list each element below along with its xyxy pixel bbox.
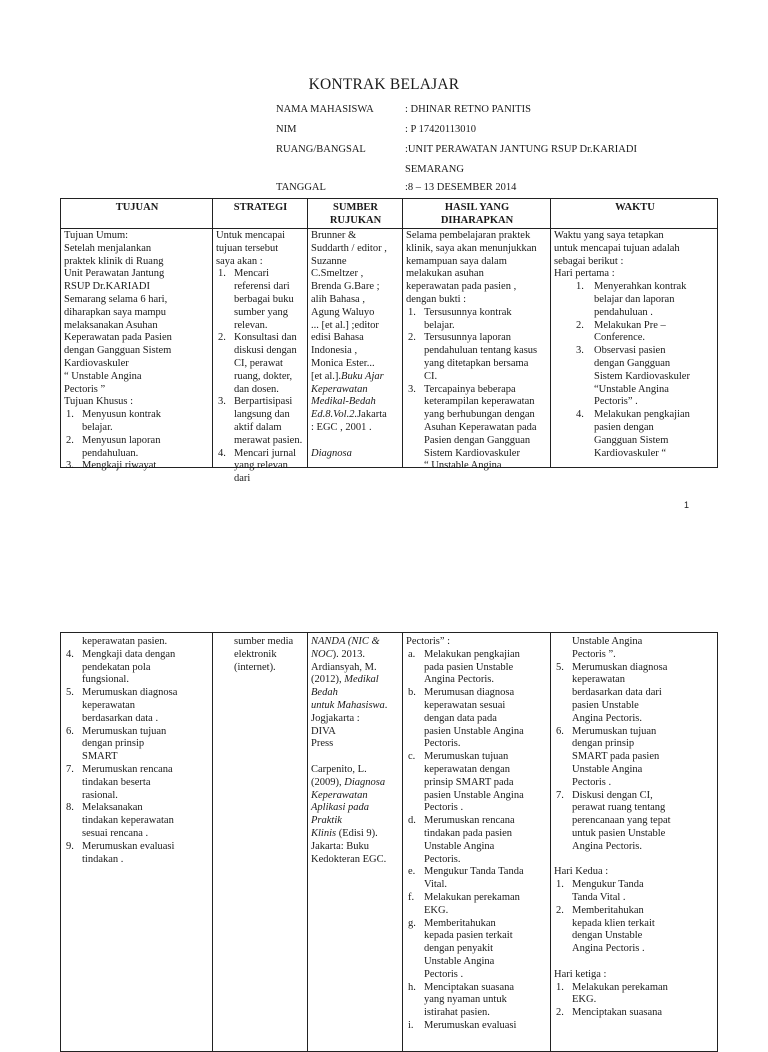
list-item-text: Merumuskan tujuan keperawatan dengan prinsip SMART pada pasien Unstable Angina Pectoris . [424, 751, 524, 814]
list-marker: b. [408, 687, 416, 699]
list-item-text: Memberitahukan kepada klien terkait dengan Unstable Angina Pectoris . [572, 904, 655, 955]
list-item [64, 802, 210, 840]
list-item [554, 636, 716, 662]
header-divider [61, 228, 717, 229]
italic-reference-text: NANDA (NIC & NOC [311, 636, 380, 660]
list-item-text: Menciptakan suasana [572, 1007, 663, 1019]
text: Brunner & Suddarth / editor , Suzanne C.Smeltzer , Brenda G.Bare ; alih Bahasa , Agung Waluyo ... [et al.] ;editor edisi Bahasa Indonesia , Monica Ester... [et al.]. [311, 230, 387, 382]
list-item-text: Tersusunnya laporan pendahuluan tentang kasus yang ditetapkan bersama CI. [424, 332, 538, 382]
page-number: 1 [684, 500, 690, 510]
list-marker: 1. [556, 879, 564, 891]
list-item-text: Mengkaji riwayat [82, 460, 157, 472]
list-item [64, 460, 210, 473]
list-item [406, 751, 548, 815]
list-item-text: Merumuskan diagnosa keperawatan berdasarkan data . [82, 687, 178, 724]
list-item-text: Tersusunnya kontrak belajar. [424, 306, 512, 331]
info-value: :UNIT PERAWATAN JANTUNG RSUP Dr.KARIADI [405, 144, 637, 155]
list-item-text: Unstable Angina Pectoris ”. [572, 636, 643, 660]
list-item [554, 879, 716, 905]
text-block [406, 636, 548, 649]
list-item-text: Menciptakan suasana yang nyaman untuk istirahat pasien. [424, 981, 515, 1019]
contract-table-page-2 [60, 632, 718, 1052]
text-block [554, 956, 716, 982]
cell-waktu [554, 230, 716, 460]
cell-strategi [216, 230, 305, 486]
list-item-text: Mengukur Tanda Tanda Vital . [572, 879, 644, 903]
list-item-text: Merumuskan tujuan dengan prinsip SMART [82, 725, 167, 763]
list-item-text: Merumuskan diagnosa keperawatan berdasarkan data dari pasien Unstable Angina Pectoris. [572, 661, 668, 724]
cell-tujuan [64, 230, 210, 473]
list-item-text: Mengkaji data dengan pendekatan pola fungsional. [82, 648, 176, 686]
list-item [554, 320, 716, 346]
list-marker: 5. [556, 661, 564, 673]
cell-hasil-yang-diharapkan [406, 230, 548, 473]
list-item-text: Konsultasi dan diskusi dengan CI, perawat ruang, dokter, dan dosen. [234, 332, 297, 395]
column-divider [212, 633, 213, 1051]
text: Hari ketiga : [554, 968, 607, 980]
info-label: NIM [276, 124, 297, 135]
column-divider [550, 633, 551, 1051]
text-block [216, 230, 305, 268]
list-item [554, 905, 716, 956]
list-marker: d. [408, 815, 416, 827]
list-item-text: Merumuskan rencana tindakan beserta rasional. [82, 763, 173, 801]
text-block [406, 230, 548, 307]
document-title: KONTRAK BELAJAR [308, 76, 460, 93]
list-marker: 2. [576, 319, 584, 331]
list-item-text: Diskusi dengan CI, perawat ruang tentang perencanaan yang tepat untuk pasien Unstable Angina Pectoris. [572, 789, 671, 852]
list-marker: f. [408, 891, 415, 903]
list-item [64, 435, 210, 461]
column-header-sumber-rujukan: SUMBER RUJUKAN [329, 202, 382, 226]
list-item [64, 409, 210, 435]
list-item [64, 764, 210, 802]
list-marker: 3. [576, 345, 584, 357]
italic-reference-text: Diagnosa [311, 447, 352, 459]
info-value: :8 – 13 DESEMBER 2014 [405, 182, 517, 193]
list-item [406, 892, 548, 918]
list-item-text: Mengukur Tanda Tanda Vital. [424, 866, 524, 891]
info-value: : DHINAR RETNO PANITIS [405, 104, 531, 115]
list-marker: e. [408, 866, 416, 878]
list-item-text: Merumuskan rencana tindakan pada pasien Unstable Angina Pectoris. [424, 815, 515, 865]
list-item-text: Melakukan Pre – Conference. [594, 319, 666, 344]
list-item-text: Melakukan pengkajian pada pasien Unstable Angina Pectoris. [424, 648, 520, 686]
list-item [554, 1007, 716, 1020]
list-marker: a. [408, 648, 416, 660]
contract-table-page-1 [60, 198, 718, 485]
list-marker: g. [408, 917, 416, 929]
column-divider [402, 199, 403, 467]
list-item-text: Menyusun laporan pendahuluan. [82, 434, 161, 459]
list-marker: 2. [556, 904, 564, 916]
italic-reference-text: Medikal Bedah untuk Mahasiswa [311, 674, 385, 711]
info-label: TANGGAL [276, 182, 326, 193]
list-marker: 5. [66, 687, 74, 699]
list-marker: 2. [408, 332, 416, 344]
list-item-text: Merumusan diagnosa keperawatan sesuai dengan data pada pasien Unstable Angina Pectoris. [424, 687, 524, 750]
text: Untuk mencapai tujuan tersebut saya akan : [216, 230, 286, 267]
column-divider [402, 633, 403, 1051]
list-item [406, 649, 548, 687]
text-block [554, 230, 716, 281]
list-item [64, 636, 210, 649]
list-item-text: Melakukan pengkajian pasien dengan Gangguan Sistem Kardiovaskuler “ [594, 409, 690, 459]
list-marker: 3. [218, 396, 226, 408]
list-item [406, 815, 548, 866]
list-marker: 4. [218, 447, 226, 459]
list-item-text: Melakukan perekaman EKG. [424, 891, 520, 916]
list-item [216, 636, 305, 674]
list-marker: i. [408, 1019, 414, 1031]
column-header-waktu: WAKTU [615, 202, 655, 213]
column-header-hasil-yang-diharapkan: HASIL YANG DIHARAPKAN [440, 202, 514, 226]
list-marker: 8. [66, 802, 74, 814]
list-marker: 4. [66, 648, 74, 660]
list-item-text: Merumuskan evaluasi [424, 1019, 517, 1031]
column-divider [550, 199, 551, 467]
list-item [216, 268, 305, 332]
list-item [406, 866, 548, 892]
list-item [554, 345, 716, 409]
list-marker: 2. [218, 332, 226, 344]
list-marker: h. [408, 981, 416, 993]
text: Pectoris” : [406, 636, 451, 647]
list-item-text: keperawatan pasien. [82, 636, 168, 647]
list-item [64, 841, 210, 867]
list-item [216, 396, 305, 447]
column-divider [307, 199, 308, 467]
text-block [554, 854, 716, 880]
list-marker: 1. [556, 981, 564, 993]
list-item-text: Mencari referensi dari berbagai buku sumber yang relevan. [234, 268, 294, 331]
list-marker: 3. [66, 460, 74, 472]
list-item [64, 726, 210, 764]
list-item-text: sumber media elektronik (internet). [234, 636, 294, 673]
list-marker: 7. [556, 789, 564, 801]
text-block [311, 230, 400, 460]
text-block [311, 636, 400, 866]
list-item [554, 281, 716, 319]
column-header-strategi: STRATEGI [233, 202, 288, 213]
text: (Edisi 9). Jakarta: Buku Kedokteran EGC. [311, 827, 387, 865]
list-item-text: Merumuskan evaluasi tindakan . [82, 840, 175, 865]
info-label: RUANG/BANGSAL [276, 144, 366, 155]
cell-strategi [216, 636, 305, 674]
list-item-text: Memberitahukan kepada pasien terkait dengan penyakit Unstable Angina Pectoris . [424, 917, 513, 980]
text: Selama pembelajaran praktek klinik, saya akan menunjukkan kemampuan saya dalam melakukan asuhan keperawatan pada pasien , dengan bukti : [406, 230, 537, 305]
text: . Jogjakarta : DIVA Press Carpenito, L. (2009), [311, 699, 388, 788]
list-item [216, 332, 305, 396]
text: Waktu yang saya tetapkan untuk mencapai tujuan adalah sebagai berikut : Hari pertama : [554, 230, 680, 280]
text: Hari Kedua : [554, 866, 609, 878]
list-item-text: Mencari jurnal yang relevan dari [234, 447, 297, 485]
info-value: SEMARANG [405, 164, 464, 175]
list-item [554, 982, 716, 1008]
list-item [554, 662, 716, 726]
list-item-text: Melaksanakan tindakan keperawatan sesuai rencana . [82, 802, 174, 839]
list-item-text: Berpartisipasi langsung dan aktif dalam merawat pasien. [234, 396, 303, 446]
list-item [406, 307, 548, 333]
list-item-text: Menyerahkan kontrak belajar dan laporan pendahuluan . [594, 281, 687, 318]
list-marker: 2. [556, 1007, 564, 1019]
list-marker: 7. [66, 763, 74, 775]
text-block [64, 230, 210, 409]
list-marker: 4. [576, 409, 584, 421]
list-item-text: Merumuskan tujuan dengan prinsip SMART pada pasien Unstable Angina Pectoris . [572, 725, 660, 788]
text: Tujuan Umum: Setelah menjalankan praktek klinik di Ruang Unit Perawatan Jantung RSUP Dr.KARIADI Semarang selama 6 hari, diharapkan saya mampu melaksanakan Asuhan Keperawatan pada Pasien dengan Gangguan Sistem Kardiovaskuler “ Unstable Angina Pectoris ” Tujuan Khusus : [64, 230, 172, 408]
cell-sumber-rujukan [311, 230, 400, 460]
list-item [406, 384, 548, 474]
text: Jakarta : EGC , 2001 . [311, 409, 387, 433]
list-marker: 9. [66, 840, 74, 852]
list-marker: 3. [408, 383, 416, 395]
list-item-text: Menyusun kontrak belajar. [82, 409, 162, 433]
list-item-text: Observasi pasien dengan Gangguan Sistem Kardiovaskuler “Unstable Angina Pectoris” . [594, 345, 690, 408]
list-item-text: Melakukan perekaman EKG. [572, 981, 668, 1006]
list-marker: 6. [66, 725, 74, 737]
list-marker: 2. [66, 434, 74, 446]
list-item [554, 790, 716, 854]
italic-reference-text: Buku Ajar Keperawatan Medikal-Bedah Ed.8.Vol.2. [311, 370, 384, 421]
list-marker: c. [408, 751, 416, 763]
list-item [406, 332, 548, 383]
cell-tujuan [64, 636, 210, 866]
list-marker: 1. [576, 281, 584, 293]
cell-hasil-yang-diharapkan [406, 636, 548, 1033]
column-divider [307, 633, 308, 1051]
list-marker: 1. [408, 306, 416, 318]
cell-waktu [554, 636, 716, 1020]
list-item [216, 448, 305, 486]
list-marker: 6. [556, 725, 564, 737]
column-divider [212, 199, 213, 467]
list-item [406, 1020, 548, 1033]
list-item [406, 918, 548, 982]
list-item [64, 687, 210, 725]
list-marker: 1. [218, 268, 226, 280]
list-item [406, 982, 548, 1020]
list-item [554, 409, 716, 460]
italic-reference-text: Diagnosa Keperawatan Aplikasi pada Praktik Klinis [311, 776, 386, 839]
text: ). 2013. Ardiansyah, M. (2012), [311, 648, 377, 686]
info-label: NAMA MAHASISWA [276, 104, 374, 115]
list-item [406, 687, 548, 751]
list-item [64, 649, 210, 687]
cell-sumber-rujukan [311, 636, 400, 866]
list-item [554, 726, 716, 790]
column-header-tujuan: TUJUAN [115, 202, 159, 213]
list-marker: 1. [66, 409, 74, 421]
list-item-text: Tercapainya beberapa keterampilan keperawatan yang berhubungan dengan Asuhan Keperawatan pada Pasien dengan Gangguan Sistem Kardiovaskuler “ Unstable Angina [424, 383, 537, 472]
info-value: : P 17420113010 [405, 124, 476, 135]
